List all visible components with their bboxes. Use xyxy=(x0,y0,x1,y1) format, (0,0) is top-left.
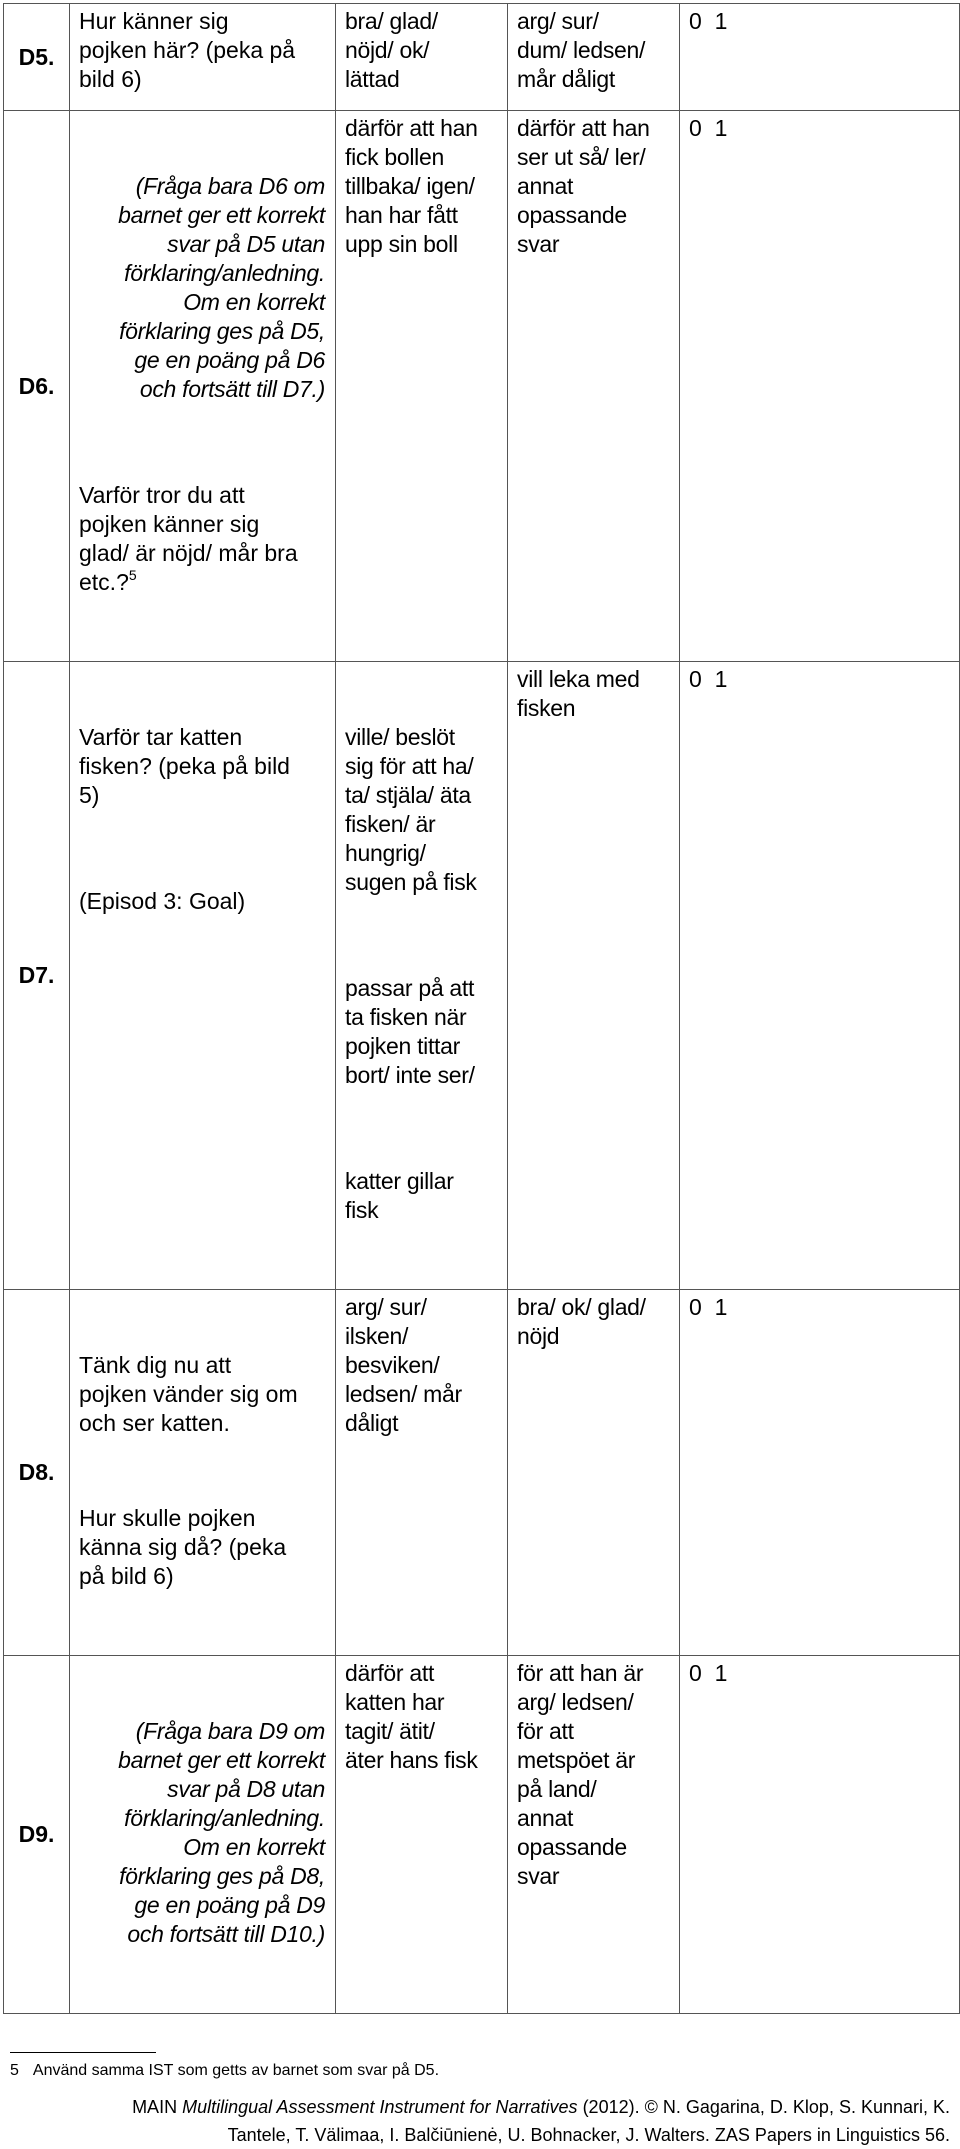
correct-answers: därför att han fick bollen tillbaka/ igen/ han har fått upp sin boll xyxy=(336,111,508,661)
score: 0 1 xyxy=(680,1656,960,2013)
question-cell xyxy=(70,662,336,1289)
question xyxy=(79,481,333,597)
page-footer xyxy=(0,2052,960,2149)
correct-answers: därför att katten har tagit/ ätit/ äter hans fisk xyxy=(336,1656,508,2013)
question-followup: Hur skulle pojken känna sig då? (peka på bild 6) xyxy=(79,1505,287,1589)
correct-answers: arg/ sur/ ilsken/ besviken/ ledsen/ mår dåligt xyxy=(336,1290,508,1655)
score: 0 1 xyxy=(680,1290,960,1655)
correct-answer: katter gillar fisk xyxy=(345,1168,454,1223)
incorrect-answers: arg/ sur/ dum/ ledsen/ mår dåligt xyxy=(508,4,680,110)
question-text: Varför tror du att pojken känner sig glad/ är nöjd/ mår bra etc.? xyxy=(79,482,298,595)
correct-answer: ville/ beslöt sig för att ha/ ta/ stjäla/ äta fisken/ är hungrig/ sugen på fisk xyxy=(345,724,477,895)
item-id: D5. xyxy=(4,4,70,110)
scoring-table xyxy=(3,3,960,2014)
table-row-d9 xyxy=(4,1656,960,2014)
footnote-text: Använd samma IST som getts av barnet som svar på D5. xyxy=(32,2062,440,2079)
question-cell xyxy=(70,1656,336,2013)
citation-title: Multilingual Assessment Instrument for Narratives xyxy=(182,2097,578,2117)
score: 0 1 xyxy=(680,662,960,1289)
score: 0 1 xyxy=(680,4,960,110)
incorrect-answers: bra/ ok/ glad/ nöjd xyxy=(508,1290,680,1655)
instruction: (Fråga bara D6 om barnet ger ett korrekt svar på D5 utan förklaring/anledning. Om en korrekt förklaring ges på D5, ge en poäng på D6 och fortsätt till D7.) xyxy=(118,173,325,402)
incorrect-answers: vill leka med fisken xyxy=(508,662,680,1289)
correct-answer: passar på att ta fisken när pojken tittar bort/ inte ser/ xyxy=(345,975,475,1088)
item-id: D6. xyxy=(4,111,70,661)
item-id: D8. xyxy=(4,1290,70,1655)
question: Hur känner sig pojken här? (peka på bild 6) xyxy=(70,4,336,110)
instruction: (Fråga bara D9 om barnet ger ett korrekt svar på D8 utan förklaring/anledning. Om en korrekt förklaring ges på D8, ge en poäng på D9 och fortsätt till D10.) xyxy=(118,1718,325,1947)
episode-label: (Episod 3: Goal) xyxy=(79,888,246,914)
footnote-ref: 5 xyxy=(128,567,137,583)
question: Varför tar katten fisken? (peka på bild 5) xyxy=(79,724,290,808)
item-id: D9. xyxy=(4,1656,70,2013)
table-row-d5 xyxy=(4,4,960,111)
item-id: D7. xyxy=(4,662,70,1289)
question: Tänk dig nu att pojken vänder sig om och ser katten. xyxy=(79,1352,298,1436)
footnote-divider xyxy=(10,2052,156,2053)
correct-answers: bra/ glad/ nöjd/ ok/ lättad xyxy=(336,4,508,110)
table-row-d8 xyxy=(4,1290,960,1656)
footnote xyxy=(10,2061,950,2081)
table-row-d6 xyxy=(4,111,960,662)
footnote-number: 5 xyxy=(10,2062,19,2079)
incorrect-answers: för att han är arg/ ledsen/ för att metspöet är på land/ annat opassande svar xyxy=(508,1656,680,2013)
score: 0 1 xyxy=(680,111,960,661)
citation xyxy=(10,2093,950,2149)
citation-prefix: MAIN xyxy=(132,2097,183,2117)
table-row-d7 xyxy=(4,662,960,1290)
question-cell xyxy=(70,1290,336,1655)
incorrect-answers: därför att han ser ut så/ ler/ annat opassande svar xyxy=(508,111,680,661)
citation-rest: (2012). © N. Gagarina, D. Klop, S. Kunnari, K. Tantele, T. Välimaa, I. Balčiūnienė, U. Bohnacker, J. Walters. ZAS Papers in Linguistics 56. xyxy=(227,2097,950,2145)
correct-answers xyxy=(336,662,508,1289)
question-cell xyxy=(70,111,336,661)
